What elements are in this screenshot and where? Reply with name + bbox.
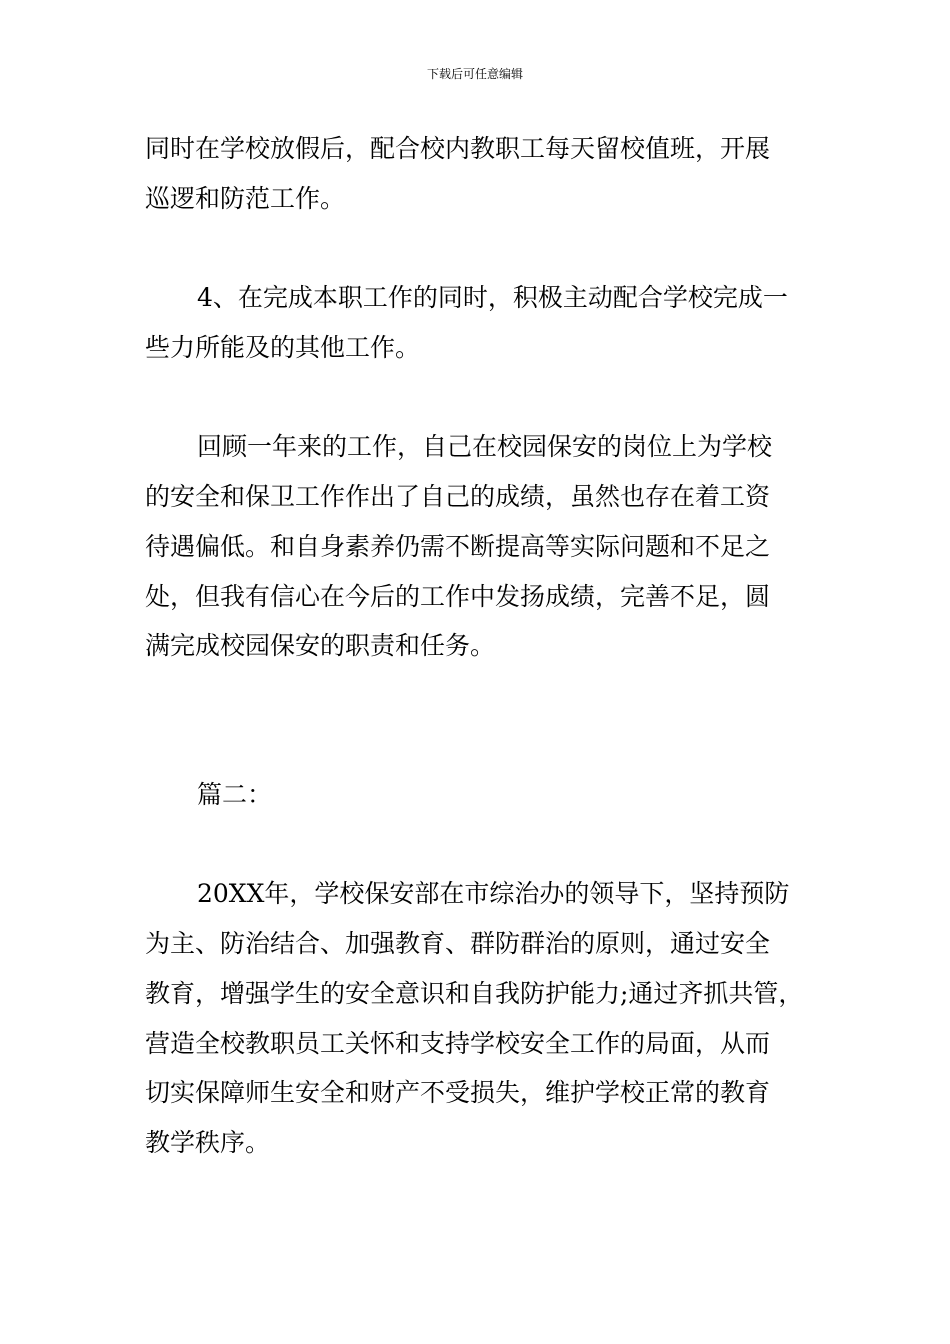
section-heading: 篇二： (197, 780, 273, 809)
text-line: 的安全和保卫工作作出了自己的成绩，虽然也存在着工资 (145, 482, 771, 511)
text-line: 满完成校园保安的职责和任务。 (145, 631, 496, 660)
text-line: 切实保障师生安全和财产不受损失，维护学校正常的教育 (145, 1078, 771, 1107)
text-line: 些力所能及的其他工作。 (145, 333, 421, 362)
text-line: 处，但我有信心在今后的工作中发扬成绩，完善不足，圆 (145, 582, 771, 611)
page-header: 下载后可任意编辑 (426, 67, 523, 81)
text-line: 4、在完成本职工作的同时，积极主动配合学校完成一 (197, 283, 788, 312)
text-line: 回顾一年来的工作，自己在校园保安的岗位上为学校 (197, 432, 773, 461)
text-line: 营造全校教职员工关怀和支持学校安全工作的局面，从而 (145, 1029, 771, 1058)
text-line: 教育，增强学生的安全意识和自我防护能力;通过齐抓共管， (145, 979, 804, 1008)
text-line: 为主、防治结合、加强教育、群防群治的原则，通过安全 (145, 929, 771, 958)
text-line: 待遇偏低。和自身素养仍需不断提高等实际问题和不足之 (145, 532, 771, 561)
text-line: 20XX年，学校保安部在市综治办的领导下，坚持预防 (197, 879, 790, 908)
text-line: 巡逻和防范工作。 (145, 184, 346, 213)
text-line: 教学秩序。 (145, 1128, 271, 1157)
text-line: 同时在学校放假后，配合校内教职工每天留校值班，开展 (145, 134, 771, 163)
